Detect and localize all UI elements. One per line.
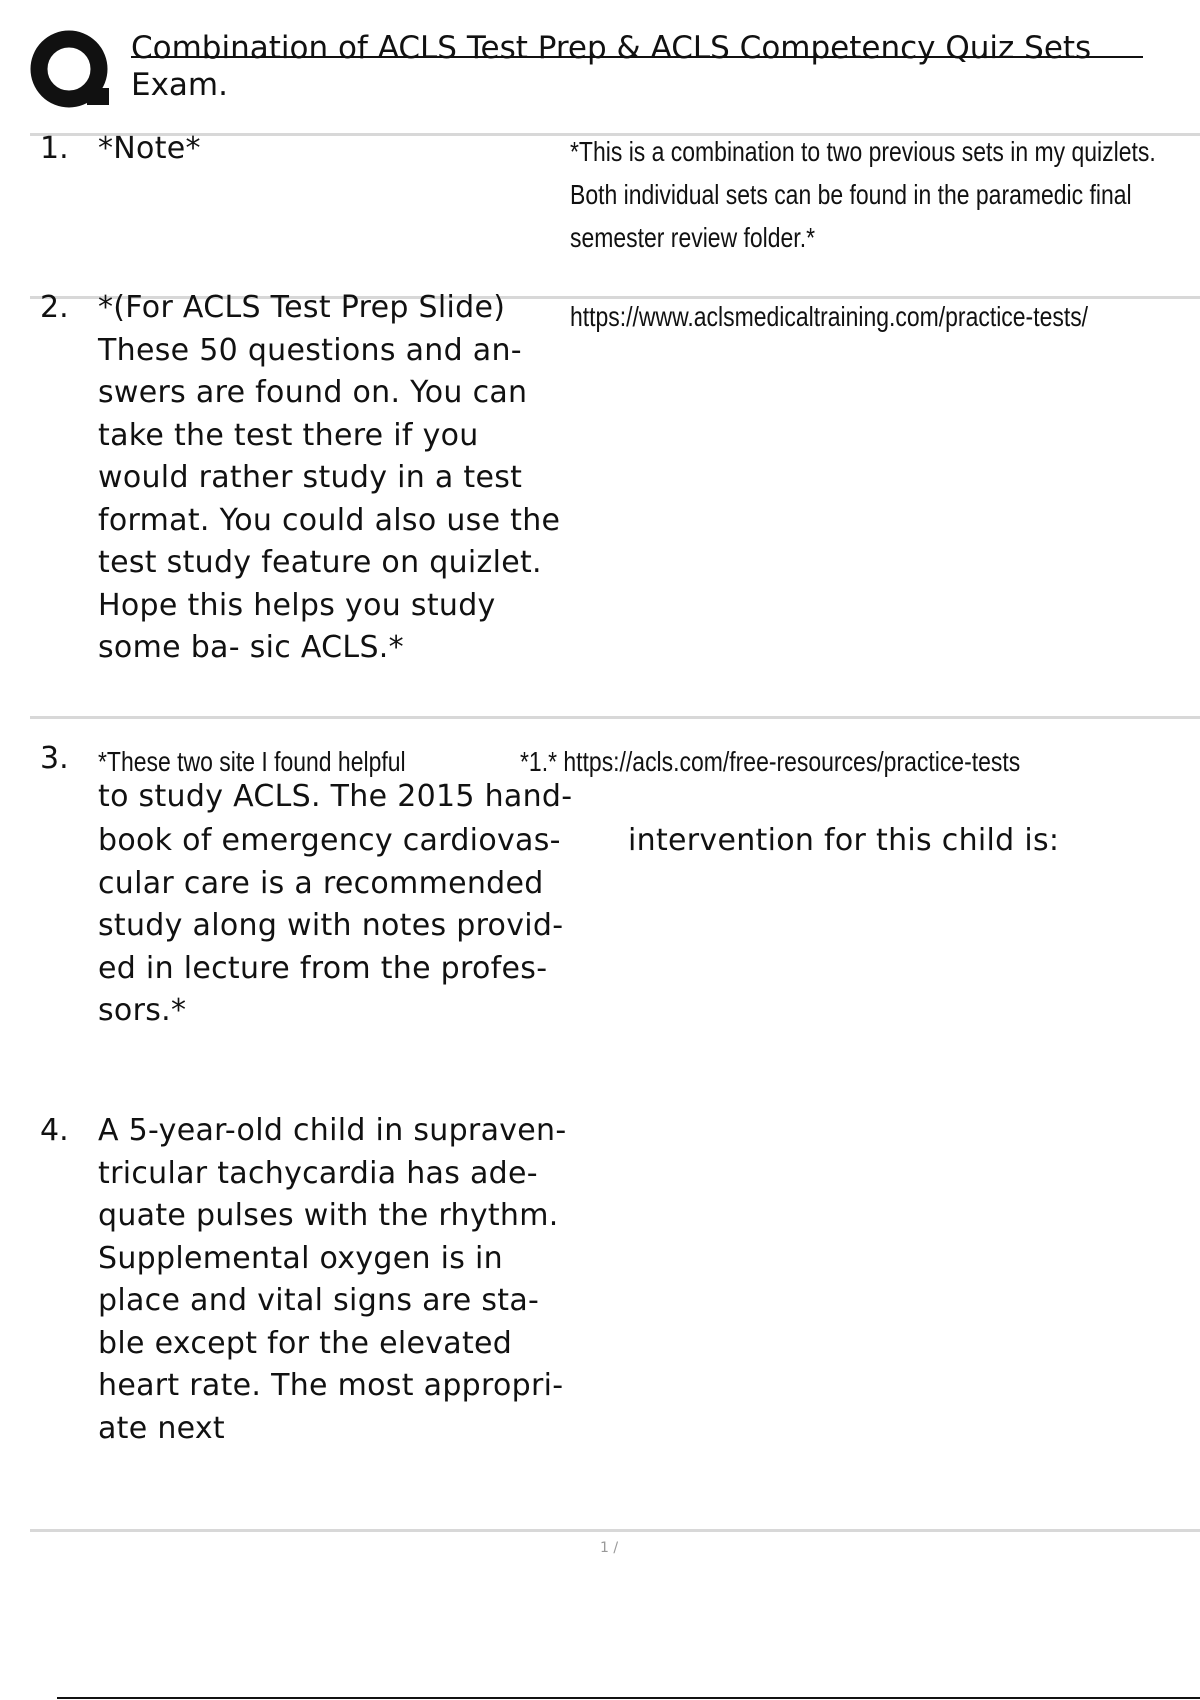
card-overflow-text: intervention for this child is: [628, 823, 1060, 858]
card-4 [0, 1110, 1200, 1540]
card-2 [0, 287, 1200, 717]
card-term: *Note* [98, 131, 201, 166]
card-term-continued: to study ACLS. The 2015 hand- [98, 779, 573, 814]
card-1 [0, 128, 1200, 288]
card-term-first-line: *These two site I found helpful [98, 746, 406, 777]
quizlet-logo-icon [30, 30, 112, 112]
divider [30, 1529, 1200, 1532]
card-definition: https://www.aclsmedicaltraining.com/practice-tests/ [570, 301, 1089, 332]
card-number: 2. [40, 290, 69, 325]
divider [30, 716, 1200, 719]
card-term: A 5-year-old child in supraven- tricular tachycardia has ade- quate pulses with the rhythm. Supplemental oxygen is in place and vital signs are sta- ble except for the elevated heart rate. The most appropri- ate next [98, 1113, 567, 1446]
card-number: 3. [40, 741, 69, 776]
card-number: 1. [40, 131, 69, 166]
document-title: Combination of ACLS Test Prep & ACLS Competency Quiz Sets Exam. [131, 30, 1092, 103]
page-number: 1 / [600, 1540, 619, 1556]
card-3 [0, 738, 1200, 1078]
card-definition: *This is a combination to two previous sets in my quizlets. Both individual sets can be found in the paramedic final semester review folder.* [570, 136, 1156, 253]
card-number: 4. [40, 1113, 69, 1148]
card-term: *(For ACLS Test Prep Slide) These 50 questions and an- swers are found on. You can take the test there if you would rather study in a test format. You could also use the test study feature on quizlet. Hope this helps you study some ba- sic ACLS.* [98, 290, 561, 665]
card-definition: *1.* https://acls.com/free-resources/practice-tests [520, 746, 1021, 777]
bottom-rule [57, 1697, 1200, 1699]
card-term-rest: book of emergency cardiovas- cular care is a recommended study along with notes provid- ed in lecture from the profes- sors.* [98, 823, 564, 1028]
